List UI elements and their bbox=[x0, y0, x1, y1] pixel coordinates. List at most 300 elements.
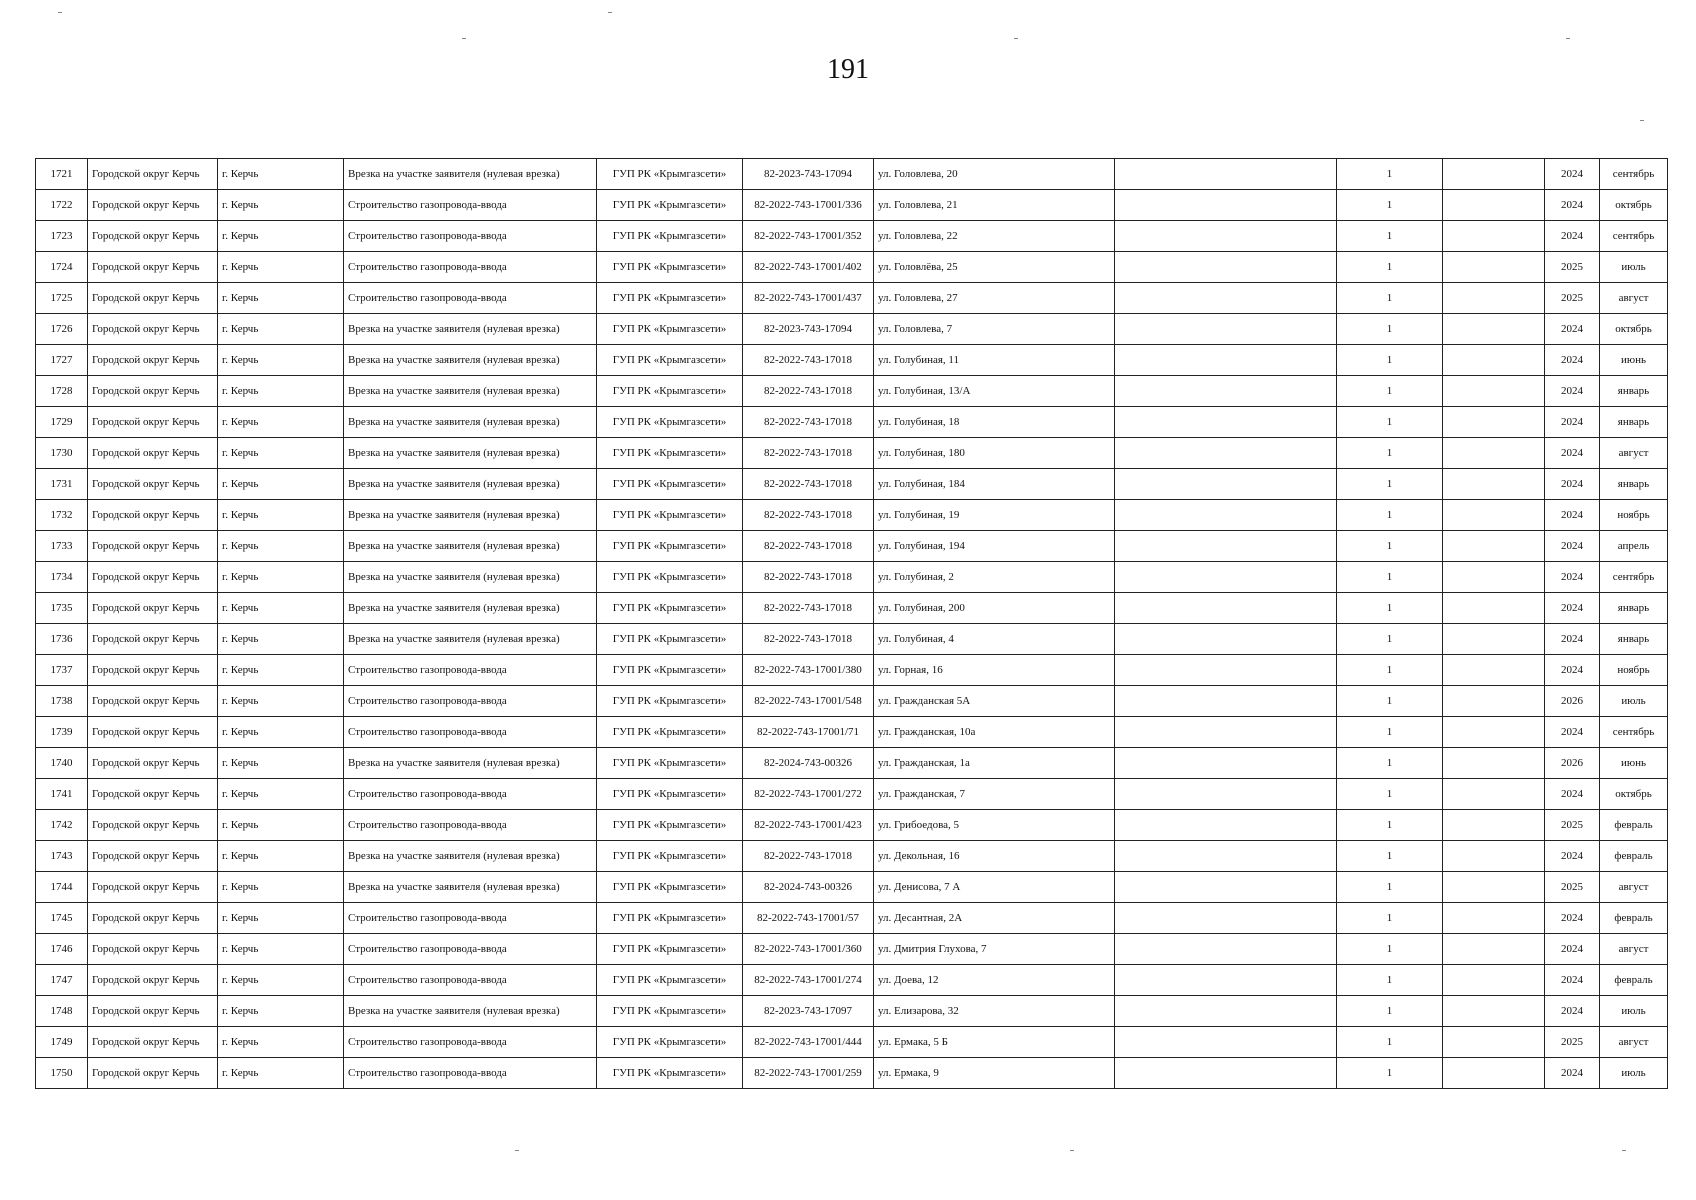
page-number: 191 bbox=[827, 54, 869, 85]
document-number-cell: 82-2022-743-17018 bbox=[743, 500, 874, 531]
month-cell: октябрь bbox=[1600, 779, 1668, 810]
month-cell: август bbox=[1600, 934, 1668, 965]
organization-cell: ГУП РК «Крымгазсети» bbox=[597, 748, 743, 779]
table-row bbox=[36, 593, 1668, 624]
work-type-cell: Строительство газопровода-ввода bbox=[344, 717, 597, 748]
empty-cell bbox=[1443, 593, 1545, 624]
organization-cell: ГУП РК «Крымгазсети» bbox=[597, 996, 743, 1027]
year-cell: 2024 bbox=[1545, 903, 1600, 934]
quantity-cell: 1 bbox=[1337, 748, 1443, 779]
work-type-cell: Врезка на участке заявителя (нулевая врезка) bbox=[344, 872, 597, 903]
table-row bbox=[36, 500, 1668, 531]
quantity-cell: 1 bbox=[1337, 810, 1443, 841]
quantity-cell: 1 bbox=[1337, 717, 1443, 748]
month-cell: сентябрь bbox=[1600, 717, 1668, 748]
month-cell: август bbox=[1600, 1027, 1668, 1058]
empty-cell bbox=[1443, 748, 1545, 779]
table-row bbox=[36, 686, 1668, 717]
year-cell: 2024 bbox=[1545, 438, 1600, 469]
work-type-cell: Врезка на участке заявителя (нулевая врезка) bbox=[344, 314, 597, 345]
empty-cell bbox=[1115, 562, 1337, 593]
row-number-cell: 1721 bbox=[36, 159, 88, 190]
year-cell: 2024 bbox=[1545, 469, 1600, 500]
document-number-cell: 82-2022-743-17018 bbox=[743, 407, 874, 438]
address-cell: ул. Дмитрия Глухова, 7 bbox=[874, 934, 1115, 965]
empty-cell bbox=[1115, 345, 1337, 376]
quantity-cell: 1 bbox=[1337, 593, 1443, 624]
year-cell: 2026 bbox=[1545, 748, 1600, 779]
empty-cell bbox=[1443, 407, 1545, 438]
table-row bbox=[36, 1027, 1668, 1058]
scan-speck bbox=[462, 38, 466, 39]
table-row bbox=[36, 221, 1668, 252]
work-type-cell: Врезка на участке заявителя (нулевая врезка) bbox=[344, 159, 597, 190]
month-cell: август bbox=[1600, 872, 1668, 903]
month-cell: ноябрь bbox=[1600, 655, 1668, 686]
scan-speck bbox=[1640, 120, 1644, 121]
empty-cell bbox=[1115, 159, 1337, 190]
empty-cell bbox=[1115, 190, 1337, 221]
organization-cell: ГУП РК «Крымгазсети» bbox=[597, 624, 743, 655]
row-number-cell: 1726 bbox=[36, 314, 88, 345]
quantity-cell: 1 bbox=[1337, 221, 1443, 252]
empty-cell bbox=[1115, 593, 1337, 624]
gasification-register-table bbox=[35, 158, 1668, 1089]
district-cell: Городской округ Керчь bbox=[88, 252, 218, 283]
work-type-cell: Строительство газопровода-ввода bbox=[344, 1027, 597, 1058]
quantity-cell: 1 bbox=[1337, 531, 1443, 562]
work-type-cell: Врезка на участке заявителя (нулевая врезка) bbox=[344, 500, 597, 531]
empty-cell bbox=[1115, 748, 1337, 779]
empty-cell bbox=[1115, 252, 1337, 283]
organization-cell: ГУП РК «Крымгазсети» bbox=[597, 686, 743, 717]
row-number-cell: 1738 bbox=[36, 686, 88, 717]
work-type-cell: Врезка на участке заявителя (нулевая врезка) bbox=[344, 748, 597, 779]
table-row bbox=[36, 748, 1668, 779]
work-type-cell: Строительство газопровода-ввода bbox=[344, 779, 597, 810]
document-number-cell: 82-2022-743-17018 bbox=[743, 345, 874, 376]
row-number-cell: 1744 bbox=[36, 872, 88, 903]
row-number-cell: 1736 bbox=[36, 624, 88, 655]
organization-cell: ГУП РК «Крымгазсети» bbox=[597, 345, 743, 376]
row-number-cell: 1730 bbox=[36, 438, 88, 469]
address-cell: ул. Ермака, 9 bbox=[874, 1058, 1115, 1089]
address-cell: ул. Гражданская, 10а bbox=[874, 717, 1115, 748]
table-row bbox=[36, 965, 1668, 996]
quantity-cell: 1 bbox=[1337, 252, 1443, 283]
organization-cell: ГУП РК «Крымгазсети» bbox=[597, 221, 743, 252]
year-cell: 2024 bbox=[1545, 717, 1600, 748]
city-cell: г. Керчь bbox=[218, 283, 344, 314]
row-number-cell: 1735 bbox=[36, 593, 88, 624]
year-cell: 2025 bbox=[1545, 1027, 1600, 1058]
city-cell: г. Керчь bbox=[218, 841, 344, 872]
address-cell: ул. Голубиная, 200 bbox=[874, 593, 1115, 624]
empty-cell bbox=[1115, 407, 1337, 438]
row-number-cell: 1731 bbox=[36, 469, 88, 500]
row-number-cell: 1747 bbox=[36, 965, 88, 996]
year-cell: 2025 bbox=[1545, 283, 1600, 314]
city-cell: г. Керчь bbox=[218, 779, 344, 810]
year-cell: 2024 bbox=[1545, 221, 1600, 252]
year-cell: 2024 bbox=[1545, 314, 1600, 345]
table-row bbox=[36, 717, 1668, 748]
city-cell: г. Керчь bbox=[218, 190, 344, 221]
quantity-cell: 1 bbox=[1337, 376, 1443, 407]
empty-cell bbox=[1443, 438, 1545, 469]
document-number-cell: 82-2022-743-17018 bbox=[743, 841, 874, 872]
empty-cell bbox=[1443, 965, 1545, 996]
year-cell: 2024 bbox=[1545, 965, 1600, 996]
table-row bbox=[36, 314, 1668, 345]
district-cell: Городской округ Керчь bbox=[88, 221, 218, 252]
quantity-cell: 1 bbox=[1337, 841, 1443, 872]
document-number-cell: 82-2024-743-00326 bbox=[743, 872, 874, 903]
table-row bbox=[36, 996, 1668, 1027]
table-row bbox=[36, 655, 1668, 686]
district-cell: Городской округ Керчь bbox=[88, 624, 218, 655]
table-row bbox=[36, 841, 1668, 872]
city-cell: г. Керчь bbox=[218, 717, 344, 748]
empty-cell bbox=[1115, 872, 1337, 903]
row-number-cell: 1746 bbox=[36, 934, 88, 965]
address-cell: ул. Головлёва, 25 bbox=[874, 252, 1115, 283]
organization-cell: ГУП РК «Крымгазсети» bbox=[597, 531, 743, 562]
year-cell: 2024 bbox=[1545, 655, 1600, 686]
month-cell: февраль bbox=[1600, 965, 1668, 996]
year-cell: 2024 bbox=[1545, 593, 1600, 624]
year-cell: 2025 bbox=[1545, 810, 1600, 841]
document-number-cell: 82-2023-743-17097 bbox=[743, 996, 874, 1027]
month-cell: август bbox=[1600, 283, 1668, 314]
month-cell: февраль bbox=[1600, 903, 1668, 934]
address-cell: ул. Голубиная, 194 bbox=[874, 531, 1115, 562]
organization-cell: ГУП РК «Крымгазсети» bbox=[597, 717, 743, 748]
organization-cell: ГУП РК «Крымгазсети» bbox=[597, 841, 743, 872]
row-number-cell: 1723 bbox=[36, 221, 88, 252]
quantity-cell: 1 bbox=[1337, 934, 1443, 965]
month-cell: ноябрь bbox=[1600, 500, 1668, 531]
district-cell: Городской округ Керчь bbox=[88, 810, 218, 841]
address-cell: ул. Голубиная, 11 bbox=[874, 345, 1115, 376]
empty-cell bbox=[1443, 655, 1545, 686]
empty-cell bbox=[1443, 252, 1545, 283]
month-cell: август bbox=[1600, 438, 1668, 469]
empty-cell bbox=[1443, 903, 1545, 934]
document-number-cell: 82-2022-743-17018 bbox=[743, 562, 874, 593]
scan-speck bbox=[1070, 1150, 1074, 1151]
row-number-cell: 1745 bbox=[36, 903, 88, 934]
district-cell: Городской округ Керчь bbox=[88, 1027, 218, 1058]
city-cell: г. Керчь bbox=[218, 934, 344, 965]
address-cell: ул. Десантная, 2А bbox=[874, 903, 1115, 934]
year-cell: 2024 bbox=[1545, 841, 1600, 872]
work-type-cell: Строительство газопровода-ввода bbox=[344, 1058, 597, 1089]
table-row bbox=[36, 1058, 1668, 1089]
year-cell: 2024 bbox=[1545, 996, 1600, 1027]
work-type-cell: Строительство газопровода-ввода bbox=[344, 252, 597, 283]
quantity-cell: 1 bbox=[1337, 624, 1443, 655]
row-number-cell: 1727 bbox=[36, 345, 88, 376]
organization-cell: ГУП РК «Крымгазсети» bbox=[597, 500, 743, 531]
organization-cell: ГУП РК «Крымгазсети» bbox=[597, 562, 743, 593]
empty-cell bbox=[1443, 159, 1545, 190]
district-cell: Городской округ Керчь bbox=[88, 655, 218, 686]
address-cell: ул. Голубиная, 13/А bbox=[874, 376, 1115, 407]
document-number-cell: 82-2022-743-17001/437 bbox=[743, 283, 874, 314]
city-cell: г. Керчь bbox=[218, 469, 344, 500]
quantity-cell: 1 bbox=[1337, 314, 1443, 345]
city-cell: г. Керчь bbox=[218, 531, 344, 562]
empty-cell bbox=[1115, 500, 1337, 531]
row-number-cell: 1739 bbox=[36, 717, 88, 748]
district-cell: Городской округ Керчь bbox=[88, 159, 218, 190]
table-row bbox=[36, 283, 1668, 314]
district-cell: Городской округ Керчь bbox=[88, 190, 218, 221]
empty-cell bbox=[1443, 500, 1545, 531]
month-cell: сентябрь bbox=[1600, 562, 1668, 593]
month-cell: январь bbox=[1600, 376, 1668, 407]
month-cell: июнь bbox=[1600, 345, 1668, 376]
district-cell: Городской округ Керчь bbox=[88, 1058, 218, 1089]
document-number-cell: 82-2022-743-17018 bbox=[743, 469, 874, 500]
district-cell: Городской округ Керчь bbox=[88, 407, 218, 438]
document-number-cell: 82-2024-743-00326 bbox=[743, 748, 874, 779]
work-type-cell: Строительство газопровода-ввода bbox=[344, 810, 597, 841]
empty-cell bbox=[1115, 841, 1337, 872]
empty-cell bbox=[1115, 1058, 1337, 1089]
scan-speck bbox=[1566, 38, 1570, 39]
table-row bbox=[36, 872, 1668, 903]
row-number-cell: 1728 bbox=[36, 376, 88, 407]
month-cell: январь bbox=[1600, 624, 1668, 655]
table-row bbox=[36, 469, 1668, 500]
work-type-cell: Врезка на участке заявителя (нулевая врезка) bbox=[344, 841, 597, 872]
table-row bbox=[36, 252, 1668, 283]
work-type-cell: Врезка на участке заявителя (нулевая врезка) bbox=[344, 345, 597, 376]
address-cell: ул. Голубиная, 19 bbox=[874, 500, 1115, 531]
month-cell: январь bbox=[1600, 407, 1668, 438]
document-number-cell: 82-2022-743-17001/548 bbox=[743, 686, 874, 717]
empty-cell bbox=[1443, 190, 1545, 221]
empty-cell bbox=[1443, 1027, 1545, 1058]
empty-cell bbox=[1115, 903, 1337, 934]
quantity-cell: 1 bbox=[1337, 438, 1443, 469]
document-number-cell: 82-2022-743-17001/272 bbox=[743, 779, 874, 810]
quantity-cell: 1 bbox=[1337, 1027, 1443, 1058]
empty-cell bbox=[1443, 221, 1545, 252]
quantity-cell: 1 bbox=[1337, 903, 1443, 934]
district-cell: Городской округ Керчь bbox=[88, 438, 218, 469]
district-cell: Городской округ Керчь bbox=[88, 314, 218, 345]
year-cell: 2024 bbox=[1545, 407, 1600, 438]
empty-cell bbox=[1115, 810, 1337, 841]
empty-cell bbox=[1115, 221, 1337, 252]
document-number-cell: 82-2022-743-17001/71 bbox=[743, 717, 874, 748]
district-cell: Городской округ Керчь bbox=[88, 469, 218, 500]
address-cell: ул. Голубиная, 180 bbox=[874, 438, 1115, 469]
empty-cell bbox=[1115, 314, 1337, 345]
year-cell: 2024 bbox=[1545, 1058, 1600, 1089]
table-body bbox=[36, 159, 1668, 1089]
month-cell: июнь bbox=[1600, 748, 1668, 779]
quantity-cell: 1 bbox=[1337, 562, 1443, 593]
organization-cell: ГУП РК «Крымгазсети» bbox=[597, 655, 743, 686]
district-cell: Городской округ Керчь bbox=[88, 376, 218, 407]
city-cell: г. Керчь bbox=[218, 655, 344, 686]
address-cell: ул. Головлева, 27 bbox=[874, 283, 1115, 314]
month-cell: июль bbox=[1600, 252, 1668, 283]
work-type-cell: Строительство газопровода-ввода bbox=[344, 934, 597, 965]
address-cell: ул. Голубиная, 4 bbox=[874, 624, 1115, 655]
month-cell: январь bbox=[1600, 469, 1668, 500]
empty-cell bbox=[1443, 1058, 1545, 1089]
work-type-cell: Врезка на участке заявителя (нулевая врезка) bbox=[344, 469, 597, 500]
document-number-cell: 82-2022-743-17001/360 bbox=[743, 934, 874, 965]
year-cell: 2024 bbox=[1545, 934, 1600, 965]
empty-cell bbox=[1115, 965, 1337, 996]
city-cell: г. Керчь bbox=[218, 965, 344, 996]
quantity-cell: 1 bbox=[1337, 159, 1443, 190]
year-cell: 2026 bbox=[1545, 686, 1600, 717]
row-number-cell: 1725 bbox=[36, 283, 88, 314]
document-number-cell: 82-2022-743-17001/402 bbox=[743, 252, 874, 283]
work-type-cell: Строительство газопровода-ввода bbox=[344, 903, 597, 934]
document-number-cell: 82-2022-743-17001/352 bbox=[743, 221, 874, 252]
quantity-cell: 1 bbox=[1337, 779, 1443, 810]
city-cell: г. Керчь bbox=[218, 748, 344, 779]
row-number-cell: 1743 bbox=[36, 841, 88, 872]
empty-cell bbox=[1443, 624, 1545, 655]
empty-cell bbox=[1115, 376, 1337, 407]
district-cell: Городской округ Керчь bbox=[88, 717, 218, 748]
year-cell: 2024 bbox=[1545, 190, 1600, 221]
scan-speck bbox=[515, 1150, 519, 1151]
district-cell: Городской округ Керчь bbox=[88, 965, 218, 996]
empty-cell bbox=[1443, 314, 1545, 345]
city-cell: г. Керчь bbox=[218, 1027, 344, 1058]
empty-cell bbox=[1115, 1027, 1337, 1058]
empty-cell bbox=[1443, 345, 1545, 376]
district-cell: Городской округ Керчь bbox=[88, 872, 218, 903]
organization-cell: ГУП РК «Крымгазсети» bbox=[597, 252, 743, 283]
organization-cell: ГУП РК «Крымгазсети» bbox=[597, 376, 743, 407]
district-cell: Городской округ Керчь bbox=[88, 996, 218, 1027]
quantity-cell: 1 bbox=[1337, 190, 1443, 221]
empty-cell bbox=[1443, 686, 1545, 717]
year-cell: 2024 bbox=[1545, 531, 1600, 562]
city-cell: г. Керчь bbox=[218, 872, 344, 903]
city-cell: г. Керчь bbox=[218, 593, 344, 624]
year-cell: 2025 bbox=[1545, 872, 1600, 903]
district-cell: Городской округ Керчь bbox=[88, 593, 218, 624]
empty-cell bbox=[1443, 283, 1545, 314]
organization-cell: ГУП РК «Крымгазсети» bbox=[597, 407, 743, 438]
organization-cell: ГУП РК «Крымгазсети» bbox=[597, 469, 743, 500]
address-cell: ул. Головлева, 21 bbox=[874, 190, 1115, 221]
document-number-cell: 82-2022-743-17001/380 bbox=[743, 655, 874, 686]
city-cell: г. Керчь bbox=[218, 624, 344, 655]
quantity-cell: 1 bbox=[1337, 283, 1443, 314]
work-type-cell: Строительство газопровода-ввода bbox=[344, 221, 597, 252]
table-row bbox=[36, 159, 1668, 190]
row-number-cell: 1734 bbox=[36, 562, 88, 593]
empty-cell bbox=[1443, 469, 1545, 500]
work-type-cell: Врезка на участке заявителя (нулевая врезка) bbox=[344, 407, 597, 438]
address-cell: ул. Доева, 12 bbox=[874, 965, 1115, 996]
month-cell: октябрь bbox=[1600, 190, 1668, 221]
table-row bbox=[36, 407, 1668, 438]
row-number-cell: 1732 bbox=[36, 500, 88, 531]
organization-cell: ГУП РК «Крымгазсети» bbox=[597, 872, 743, 903]
organization-cell: ГУП РК «Крымгазсети» bbox=[597, 810, 743, 841]
document-number-cell: 82-2022-743-17018 bbox=[743, 624, 874, 655]
empty-cell bbox=[1115, 283, 1337, 314]
work-type-cell: Врезка на участке заявителя (нулевая врезка) bbox=[344, 624, 597, 655]
address-cell: ул. Головлева, 7 bbox=[874, 314, 1115, 345]
table-row bbox=[36, 190, 1668, 221]
table-row bbox=[36, 345, 1668, 376]
scan-speck bbox=[1622, 1150, 1626, 1151]
address-cell: ул. Елизарова, 32 bbox=[874, 996, 1115, 1027]
empty-cell bbox=[1115, 624, 1337, 655]
organization-cell: ГУП РК «Крымгазсети» bbox=[597, 779, 743, 810]
city-cell: г. Керчь bbox=[218, 996, 344, 1027]
empty-cell bbox=[1115, 686, 1337, 717]
empty-cell bbox=[1115, 655, 1337, 686]
table-row bbox=[36, 624, 1668, 655]
table-row bbox=[36, 934, 1668, 965]
document-number-cell: 82-2022-743-17018 bbox=[743, 593, 874, 624]
empty-cell bbox=[1443, 810, 1545, 841]
row-number-cell: 1737 bbox=[36, 655, 88, 686]
address-cell: ул. Голубиная, 2 bbox=[874, 562, 1115, 593]
quantity-cell: 1 bbox=[1337, 1058, 1443, 1089]
empty-cell bbox=[1443, 841, 1545, 872]
scan-speck bbox=[1014, 38, 1018, 39]
quantity-cell: 1 bbox=[1337, 965, 1443, 996]
city-cell: г. Керчь bbox=[218, 500, 344, 531]
address-cell: ул. Денисова, 7 А bbox=[874, 872, 1115, 903]
month-cell: январь bbox=[1600, 593, 1668, 624]
row-number-cell: 1742 bbox=[36, 810, 88, 841]
empty-cell bbox=[1443, 562, 1545, 593]
empty-cell bbox=[1443, 872, 1545, 903]
organization-cell: ГУП РК «Крымгазсети» bbox=[597, 314, 743, 345]
year-cell: 2024 bbox=[1545, 345, 1600, 376]
address-cell: ул. Грибоедова, 5 bbox=[874, 810, 1115, 841]
empty-cell bbox=[1443, 376, 1545, 407]
organization-cell: ГУП РК «Крымгазсети» bbox=[597, 190, 743, 221]
quantity-cell: 1 bbox=[1337, 655, 1443, 686]
document-number-cell: 82-2022-743-17001/336 bbox=[743, 190, 874, 221]
district-cell: Городской округ Керчь bbox=[88, 686, 218, 717]
quantity-cell: 1 bbox=[1337, 686, 1443, 717]
city-cell: г. Керчь bbox=[218, 686, 344, 717]
quantity-cell: 1 bbox=[1337, 469, 1443, 500]
row-number-cell: 1750 bbox=[36, 1058, 88, 1089]
empty-cell bbox=[1115, 779, 1337, 810]
organization-cell: ГУП РК «Крымгазсети» bbox=[597, 903, 743, 934]
address-cell: ул. Голубиная, 18 bbox=[874, 407, 1115, 438]
city-cell: г. Керчь bbox=[218, 221, 344, 252]
district-cell: Городской округ Керчь bbox=[88, 345, 218, 376]
address-cell: ул. Головлева, 22 bbox=[874, 221, 1115, 252]
row-number-cell: 1724 bbox=[36, 252, 88, 283]
year-cell: 2024 bbox=[1545, 562, 1600, 593]
month-cell: февраль bbox=[1600, 841, 1668, 872]
row-number-cell: 1749 bbox=[36, 1027, 88, 1058]
